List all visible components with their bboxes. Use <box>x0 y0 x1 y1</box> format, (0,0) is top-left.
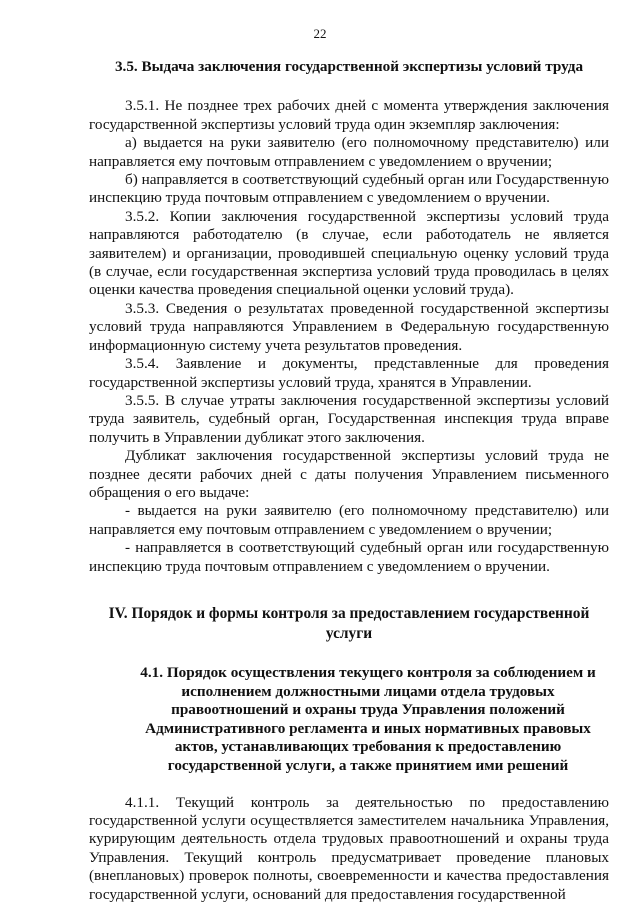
paragraph-3-5-1: 3.5.1. Не позднее трех рабочих дней с момента утверждения заключения государственной экспертизы условий труда один экземпляр заключения: <box>89 97 609 133</box>
paragraph-duplicate: Дубликат заключения государственной экспертизы условий труда не позднее десяти рабочих дней с даты получения Управлением письменного обращения о его выдаче: <box>89 447 609 501</box>
paragraph-3-5-4: 3.5.4. Заявление и документы, представленные для проведения государственной экспертизы условий труда, хранятся в Управлении. <box>89 355 609 391</box>
page-number: 22 <box>313 26 327 41</box>
section-3-5-heading: 3.5. Выдача заключения государственной экспертизы условий труда <box>114 58 584 75</box>
paragraph-3-5-2: 3.5.2. Копии заключения государственной экспертизы условий труда направляются работодателю (в случае, если работодатель не является заявителем) и организации, проводившей специальную оценку условий труда (в случае, если государственная экспертиза условий труда проводилась в целях оценки качества проведения специальной оценки условий труда). <box>89 207 609 299</box>
paragraph-3-5-1-b: б) направляется в соответствующий судебный орган или Государственную инспекцию труда почтовым отправлением с уведомлением о вручении. <box>89 171 609 207</box>
section-4-1-heading: 4.1. Порядок осуществления текущего контроля за соблюдением и исполнением должностными лицами отдела трудовых правоотношений и охраны труда Управления положений Административного регламента и иных нормативных правовых актов, устанавливающих требования к предоставлению государственной услуги, а также принятием ими решений <box>140 663 596 774</box>
list-item-issue-duplicate: - выдается на руки заявителю (его полномочному представителю) или направляется ему почтовым отправлением с уведомлением о вручении; <box>89 502 609 538</box>
paragraph-3-5-3: 3.5.3. Сведения о результатах проведенной государственной экспертизы условий труда направляются Управлением в Федеральную государственную информационную систему учета результатов проведения. <box>89 299 609 354</box>
paragraph-4-1-1: 4.1.1. Текущий контроль за деятельностью по предоставлению государственной услуги осуществляется заместителем начальника Управления, курирующим деятельность отдела трудовых правоотношений и охраны труда Управления. Текущий контроль предусматривает проведение плановых (внеплановых) проверок полноты, своевременности и качества предоставления государственной услуги, оснований для предоставления государственной <box>89 793 609 903</box>
chapter-4-heading: IV. Порядок и формы контроля за предоставлением государственной услуги <box>108 604 590 642</box>
document-body <box>89 58 609 904</box>
paragraph-3-5-5: 3.5.5. В случае утраты заключения государственной экспертизы условий труда заявитель, судебный орган, Государственная инспекция труда вправе получить в Управлении дубликат этого заключения. <box>89 391 609 446</box>
paragraph-3-5-1-a: а) выдается на руки заявителю (его полномочному представителю) или направляется ему почтовым отправлением с уведомлением о вручении; <box>89 134 609 170</box>
list-item-send-duplicate: - направляется в соответствующий судебный орган или государственную инспекцию труда почтовым отправлением с уведомлением о вручении. <box>89 539 609 575</box>
